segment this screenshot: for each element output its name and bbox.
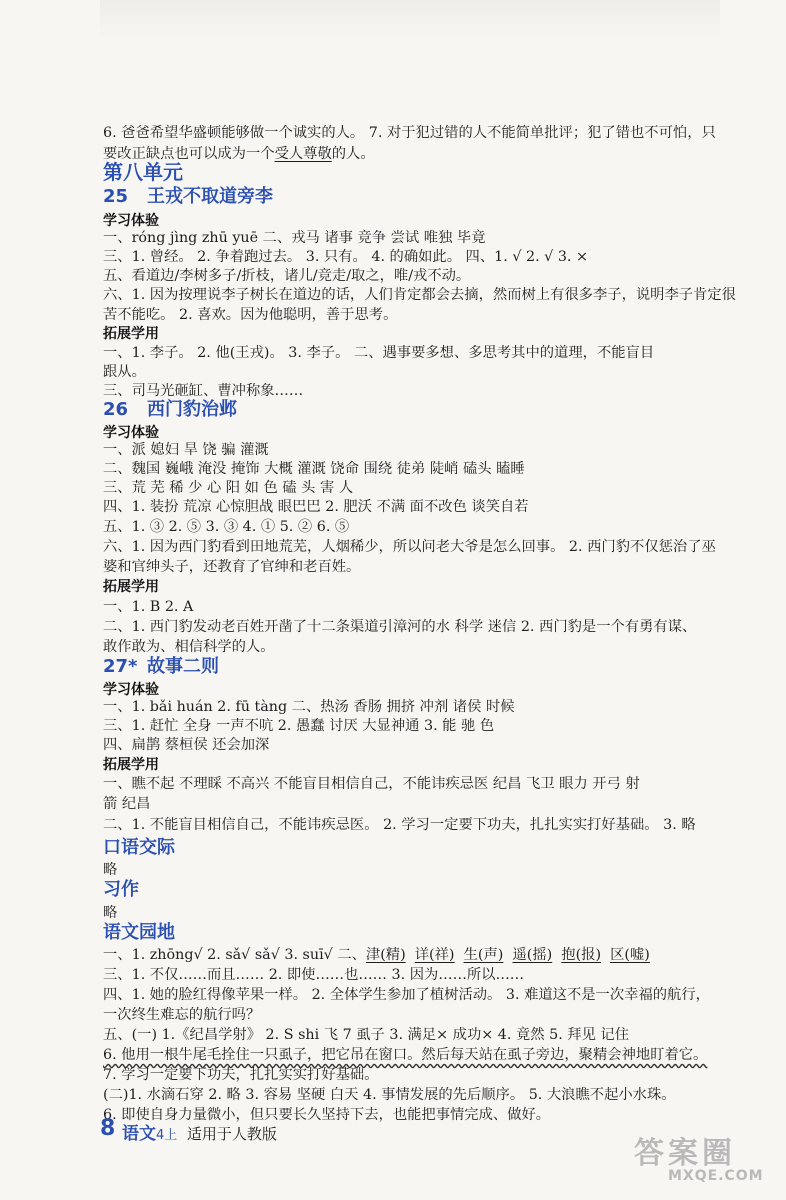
answer-line: 6. 爸爸希望华盛顿能够做一个诚实的人。 7. 对于犯过错的人不能简单批评；犯了错也不可怕，只 <box>103 125 716 141</box>
page-footer <box>122 1119 277 1144</box>
answer-line: 三、司马光砸缸、曹冲称象…… <box>103 383 304 399</box>
footer-grade: 4上 <box>156 1128 178 1143</box>
section-label: 学习体验 <box>103 682 159 698</box>
answer-line: 一次终生难忘的航行吗？ <box>103 1007 261 1023</box>
page-number: 8 <box>100 1116 116 1141</box>
answer-line: 四、扁鹊 蔡桓侯 还会加深 <box>103 737 270 753</box>
answer-line: 苦不能吃。 2. 喜欢。因为他聪明，善于思考。 <box>103 307 398 323</box>
lesson-heading: 27* 故事二则 <box>103 656 219 677</box>
unit-title: 第八单元 <box>103 160 183 184</box>
answer-line: 二、1. 西门豹发动老百姓开凿了十二条渠道引漳河的水 科学 迷信 2. 西门豹是一个有勇有谋、 <box>103 619 697 635</box>
site-watermark: 答案圈 MXQE.COM <box>634 1136 764 1184</box>
section-title: 习作 <box>103 879 139 900</box>
answer-line: 略 <box>103 905 118 921</box>
answer-line: 一、1. B 2. A <box>103 599 194 615</box>
answer-line: 一、瞧不起 不理睬 不高兴 不能盲目相信自己，不能讳疾忌医 纪昌 飞卫 眼力 开弓 射 <box>103 776 640 792</box>
answer-line: 六、1. 因为西门豹看到田地荒芜，人烟稀少，所以问老大爷是怎么回事。 2. 西门豹不仅惩治了巫 <box>103 539 716 555</box>
answer-line: 三、荒 芜 稀 少 心 阳 如 色 磕 头 害 人 <box>103 480 354 496</box>
section-label: 拓展学用 <box>103 326 159 342</box>
answer-line: 五、(一) 1.《纪昌学射》 2. S shi 飞 7 虱子 3. 满足× 成功× 4. 竟然 5. 拜见 记住 <box>103 1027 630 1043</box>
section-title: 语文园地 <box>103 922 175 943</box>
answer-line: 四、1. 她的脸红得像苹果一样。 2. 全体学生参加了植树活动。 3. 难道这不是一次幸福的航行， <box>103 987 710 1003</box>
answer-line: 二、1. 不能盲目相信自己，不能讳疾忌医。 2. 学习一定要下功夫，扎扎实实打好基础。 3. 略 <box>103 817 696 833</box>
answer-line: 五、1. ③ 2. ⑤ 3. ③ 4. ① 5. ② 6. ⑤ <box>103 519 350 535</box>
answer-line: 6. 即使自身力量微小，但只要长久坚持下去，也能把事情完成、做好。 <box>103 1107 551 1123</box>
answer-line: 四、1. 装扮 荒凉 心惊胆战 眼巴巴 2. 肥沃 不满 面不改色 谈笑自若 <box>103 499 529 515</box>
footer-subject: 语文 <box>122 1124 156 1144</box>
answer-line: 三、1. 赶忙 全身 一声不吭 2. 愚蠢 讨厌 大显神通 3. 能 驰 色 <box>103 718 495 734</box>
scan-shadow <box>100 0 720 40</box>
answer-line: 要改正缺点也可以成为一个受人尊敬的人。 <box>103 146 375 162</box>
answer-line: 一、派 媳妇 旱 饶 骗 灌溉 <box>103 442 269 458</box>
answer-line: 六、1. 因为按理说李子树长在道边的话，人们肯定都会去摘，然而树上有很多李子，说明李子肯定很 <box>103 287 736 303</box>
answer-line: 7. 学习一定要下功夫，扎扎实实打好基础。 <box>103 1067 379 1083</box>
answer-line: 6. 他用一根牛尾毛拴住一只虱子，把它吊在窗口。然后每天站在虱子旁边，聚精会神地盯着它。 <box>103 1047 708 1063</box>
answer-line: 五、看道边/李树多子/折枝，诸儿/竞走/取之，唯/戎不动。 <box>103 268 471 284</box>
answer-line: 三、1. 不仅……而且…… 2. 即使……也…… 3. 因为……所以…… <box>103 967 525 983</box>
answer-line: (二)1. 水滴石穿 2. 略 3. 容易 坚硬 白天 4. 事情发展的先后顺序。 5. 大浪瞧不起小水珠。 <box>103 1087 676 1103</box>
lesson-heading: 25 王戎不取道旁李 <box>103 186 273 207</box>
answer-line: 一、1. bǎi huán 2. fū tàng 二、热汤 香肠 拥挤 冲剂 诸侯 时候 <box>103 699 515 715</box>
answer-line: 略 <box>103 862 118 878</box>
answer-line: 二、魏国 巍峨 淹没 掩饰 大概 灌溉 饶命 围绕 徒弟 陡峭 磕头 瞌睡 <box>103 461 525 477</box>
answer-line: 敢作敢为、相信科学的人。 <box>103 639 275 655</box>
footer-edition: 适用于人教版 <box>186 1125 277 1143</box>
answer-line: 一、1. 李子。 2. 他(王戎)。 3. 李子。 二、遇事要多想、多思考其中的道理，不能盲目 <box>103 345 655 361</box>
answer-line: 三、1. 曾经。 2. 争着跑过去。 3. 只有。 4. 的确如此。 四、1. √ 2. √ 3. × <box>103 249 588 265</box>
answer-line: 跟从。 <box>103 364 146 380</box>
answer-line: 一、róng jìng zhū yuē 二、戎马 诸事 竞争 尝试 唯独 毕竟 <box>103 230 486 246</box>
lesson-heading: 26 西门豹治邺 <box>103 399 237 420</box>
section-label: 学习体验 <box>103 425 159 441</box>
answer-line: 一、1. zhōng√ 2. sǎ√ sǎ√ 3. suī√ 二、津(精) 详(祥) 生(声) 遥(摇) 抱(报) 区(嘘) <box>103 947 650 963</box>
section-label: 学习体验 <box>103 213 159 229</box>
section-label: 拓展学用 <box>103 757 159 773</box>
section-label: 拓展学用 <box>103 579 159 595</box>
section-title: 口语交际 <box>103 837 175 858</box>
answer-line: 箭 纪昌 <box>103 796 151 812</box>
answer-line: 婆和官绅头子，还教育了官绅和老百姓。 <box>103 559 361 575</box>
